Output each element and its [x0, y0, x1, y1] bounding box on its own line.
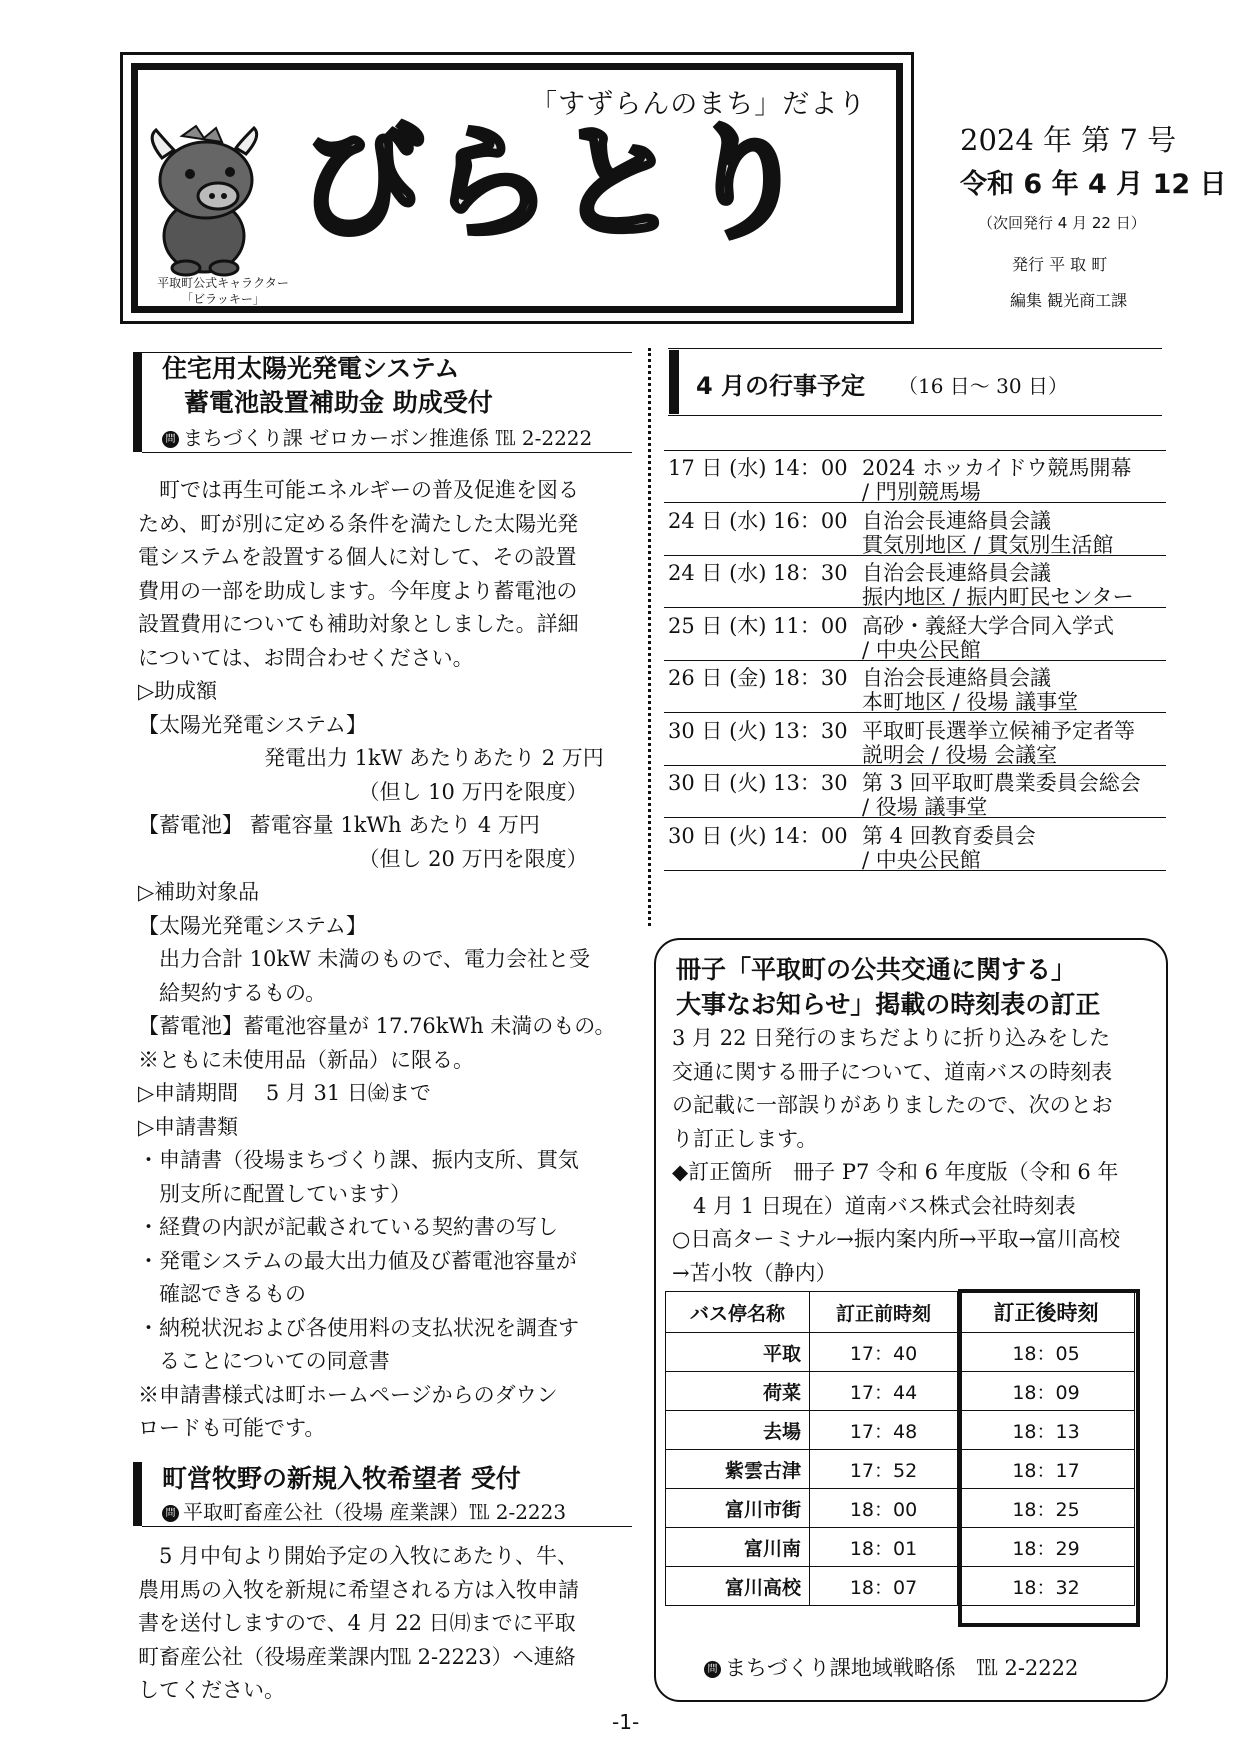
schedule-event-title: 2024 ホッカイドウ競馬開幕	[862, 456, 1132, 480]
schedule-event	[664, 450, 1166, 503]
bus-time-before: 18：07	[810, 1567, 958, 1606]
solar-body-line: 【蓄電池】蓄電池容量が 17.76kWh 未満のもの。	[138, 1014, 616, 1038]
solar-body-line: ▷補助対象品	[138, 880, 260, 904]
newsletter-title: びらとり	[300, 112, 813, 256]
notice-body-line: 4 月 1 日現在）道南バス株式会社時刻表	[672, 1193, 1076, 1218]
solar-body-line: 別支所に配置しています）	[138, 1181, 411, 1206]
bus-header-after: 訂正後時刻	[958, 1292, 1135, 1333]
notice-title-line2: 大事なお知らせ」掲載の時刻表の訂正	[676, 990, 1101, 1019]
schedule-event	[664, 818, 1166, 871]
solar-body-line: 町では再生可能エネルギーの普及促進を図る	[138, 478, 579, 502]
solar-header-top-rule	[142, 352, 632, 353]
schedule-event-detail: / 役場 議事堂	[862, 795, 988, 819]
bus-stop-name: 富川市街	[666, 1489, 810, 1528]
bus-time-before: 17：40	[810, 1333, 958, 1372]
solar-body-line: 発電出力 1kW あたりあたり 2 万円	[138, 746, 604, 770]
solar-body-line: 【太陽光発電システム】	[138, 712, 367, 737]
ranch-body-line: 書を送付しますので、4 月 22 日㈪までに平取	[138, 1611, 576, 1635]
bus-stop-name: 富川高校	[666, 1567, 810, 1606]
solar-title-line1: 住宅用太陽光発電システム	[162, 354, 460, 383]
ranch-body-line: 町畜産公社（役場産業課内℡ 2-2223）へ連絡	[138, 1644, 576, 1669]
inquiry-icon: 問	[162, 431, 179, 448]
schedule-event-detail: / 中央公民館	[862, 637, 981, 662]
masthead-subtitle: 「すずらんのまち」だより	[530, 89, 867, 120]
schedule-event-detail: / 中央公民館	[862, 847, 981, 872]
bus-time-after: 18：32	[958, 1567, 1135, 1606]
schedule-event	[664, 765, 1166, 818]
ranch-header-bottom-rule	[142, 1526, 632, 1527]
solar-body-line: ・納税状況および各使用料の支払状況を調査す	[138, 1315, 579, 1340]
schedule-header-bar	[669, 350, 679, 414]
schedule-title: 4 月の行事予定	[696, 372, 866, 400]
schedule-event-datetime: 30 日 (火) 14：00	[668, 823, 848, 848]
solar-title-line2: 蓄電池設置補助金 助成受付	[184, 388, 493, 417]
ranch-body	[138, 1540, 638, 1708]
bus-header-stop: バス停名称	[666, 1292, 810, 1333]
schedule-event-datetime: 30 日 (火) 13：30	[668, 771, 848, 795]
solar-header-bottom-rule	[142, 452, 632, 453]
notice-body-line: の記載に一部誤りがありましたので、次のとお	[672, 1093, 1113, 1117]
schedule-event-title: 高砂・義経大学合同入学式	[862, 613, 1114, 638]
issue-number: 2024 年 第 7 号	[960, 123, 1177, 157]
bus-stop-name: 紫雲古津	[666, 1450, 810, 1489]
notice-body	[672, 1022, 1172, 1290]
solar-body-line: ▷申請期間 5 月 31 日㈮まで	[138, 1081, 431, 1105]
bus-time-after: 18：17	[958, 1450, 1135, 1489]
solar-body-line: 電システムを設置する個人に対して、その設置	[138, 545, 577, 569]
publisher: 発行 平 取 町	[1012, 255, 1108, 274]
editor: 編集 観光商工課	[1010, 291, 1128, 310]
solar-body-line: ・申請書（役場まちづくり課、振内支所、貫気	[138, 1148, 579, 1172]
schedule-event-detail: 振内地区 / 振内町民センター	[862, 585, 1134, 609]
solar-body-line: 出力合計 10kW 未満のもので、電力会社と受	[138, 947, 590, 971]
solar-body-line: （但し 10 万円を限度）	[138, 779, 588, 804]
schedule-event-title: 平取町長選挙立候補予定者等	[862, 718, 1135, 743]
ranch-body-line: 農用馬の入牧を新規に希望される方は入牧申請	[138, 1577, 579, 1602]
solar-body-line: ※ともに未使用品（新品）に限る。	[138, 1047, 474, 1072]
bus-time-before: 17：48	[810, 1411, 958, 1450]
solar-body	[138, 474, 638, 1446]
ranch-body-line: してください。	[138, 1678, 285, 1702]
schedule-event-datetime: 25 日 (木) 11：00	[668, 613, 848, 638]
schedule-event	[664, 713, 1166, 766]
schedule-event-datetime: 26 日 (金) 18：30	[668, 666, 848, 690]
schedule-event-detail: 貫気別地区 / 貫気別生活館	[862, 532, 1114, 557]
solar-section-header	[133, 352, 592, 452]
schedule-event-title: 自治会長連絡員会議	[862, 561, 1051, 585]
notice-contact-text: まちづくり課地域戦略係 ℡ 2-2222	[725, 1656, 1079, 1680]
inquiry-icon: 問	[162, 1505, 179, 1522]
schedule-event	[664, 503, 1166, 556]
next-issue-date: （次回発行 4 月 22 日）	[978, 214, 1146, 232]
solar-body-line: ▷助成額	[138, 679, 218, 703]
inquiry-icon: 問	[704, 1661, 721, 1678]
mascot-caption-line1: 平取町公式キャラクター	[157, 276, 289, 290]
notice-body-line: 3 月 22 日発行のまちだよりに折り込みをした	[672, 1026, 1111, 1050]
bus-time-after: 18：29	[958, 1528, 1135, 1567]
solar-body-line: については、お問合わせください。	[138, 645, 474, 670]
bus-stop-name: 富川南	[666, 1528, 810, 1567]
solar-body-line: （但し 20 万円を限度）	[138, 846, 588, 871]
schedule-event-datetime: 24 日 (水) 16：00	[668, 508, 848, 533]
bus-time-before: 18：01	[810, 1528, 958, 1567]
issue-date: 令和 6 年 4 月 12 日	[960, 169, 1227, 200]
solar-body-line: 費用の一部を助成します。今年度より蓄電池の	[138, 578, 578, 603]
solar-body-line: 給契約するもの。	[138, 980, 327, 1005]
solar-body-line: ・発電システムの最大出力値及び蓄電池容量が	[138, 1248, 577, 1273]
notice-body-line: ○日高ターミナル→振内案内所→平取→富川高校	[672, 1227, 1121, 1251]
solar-body-line: ・経費の内訳が記載されている契約書の写し	[138, 1215, 558, 1239]
solar-body-line: ▷申請書類	[138, 1114, 239, 1139]
bus-time-before: 17：52	[810, 1450, 958, 1489]
mascot-illustration	[134, 118, 274, 278]
schedule-event-title: 第 4 回教育委員会	[862, 823, 1036, 848]
solar-contact: まちづくり課 ゼロカーボン推進係 ℡ 2-2222	[183, 426, 593, 450]
corrected-column-highlight	[958, 1289, 1140, 1627]
bus-header-before: 訂正前時刻	[810, 1292, 958, 1333]
solar-body-line: 【蓄電池】 蓄電容量 1kWh あたり 4 万円	[138, 813, 540, 837]
bus-time-after: 18：13	[958, 1411, 1135, 1450]
schedule-event-datetime: 17 日 (水) 14：00	[668, 456, 848, 480]
solar-body-line: 設置費用についても補助対象としました。詳細	[138, 612, 579, 636]
schedule-event-datetime: 30 日 (火) 13：30	[668, 718, 848, 743]
schedule-event-detail: 説明会 / 役場 会議室	[862, 742, 1058, 767]
solar-body-line: 【太陽光発電システム】	[138, 913, 367, 938]
column-divider	[648, 348, 651, 926]
notice-body-line: ◆訂正箇所 冊子 P7 令和 6 年度版（令和 6 年	[672, 1160, 1119, 1184]
solar-body-line: 確認できるもの	[138, 1282, 306, 1306]
notice-title	[676, 952, 1100, 1022]
mascot-caption-line2: 「ビラッキー」	[181, 292, 265, 306]
notice-body-line: り訂正します。	[672, 1126, 818, 1151]
bus-time-after: 18：09	[958, 1372, 1135, 1411]
schedule-event-detail: 本町地区 / 役場 議事堂	[862, 690, 1079, 714]
ranch-title: 町営牧野の新規入牧希望者 受付	[162, 1464, 521, 1493]
schedule-event	[664, 608, 1166, 661]
solar-body-line: ※申請書様式は町ホームページからのダウン	[138, 1382, 558, 1407]
notice-contact	[704, 1652, 1078, 1682]
page-number: -1-	[612, 1710, 640, 1734]
schedule-subtitle: （16 日～ 30 日）	[898, 374, 1068, 398]
schedule-event	[664, 660, 1166, 713]
schedule-event-title: 自治会長連絡員会議	[862, 508, 1051, 533]
solar-body-line: ロードも可能です。	[138, 1416, 326, 1440]
bus-time-before: 17：44	[810, 1372, 958, 1411]
notice-body-line: 交通に関する冊子について、道南バスの時刻表	[672, 1059, 1113, 1084]
notice-body-line: →苫小牧（静内）	[672, 1260, 837, 1285]
bus-stop-name: 去場	[666, 1411, 810, 1450]
schedule-event-title: 自治会長連絡員会議	[862, 666, 1051, 690]
bus-time-before: 18：00	[810, 1489, 958, 1528]
schedule-event	[664, 555, 1166, 608]
schedule-event-datetime: 24 日 (水) 18：30	[668, 561, 848, 585]
ranch-section-header	[133, 1462, 566, 1526]
notice-title-line1: 冊子「平取町の公共交通に関する」	[676, 955, 1077, 984]
bus-stop-name: 平取	[666, 1333, 810, 1372]
solar-body-line: ため、町が別に定める条件を満たした太陽光発	[138, 511, 579, 536]
solar-body-line: ることについての同意書	[138, 1349, 390, 1373]
mascot-caption	[148, 275, 298, 307]
bus-stop-name: 荷菜	[666, 1372, 810, 1411]
ranch-body-line: 5 月中旬より開始予定の入牧にあたり、牛、	[138, 1544, 579, 1568]
schedule-event-detail: / 門別競馬場	[862, 480, 981, 504]
schedule-event-title: 第 3 回平取町農業委員会総会	[862, 771, 1141, 795]
ranch-contact: 平取町畜産公社（役場 産業課）℡ 2-2223	[183, 1500, 567, 1524]
bus-time-after: 18：05	[958, 1333, 1135, 1372]
bus-time-after: 18：25	[958, 1489, 1135, 1528]
